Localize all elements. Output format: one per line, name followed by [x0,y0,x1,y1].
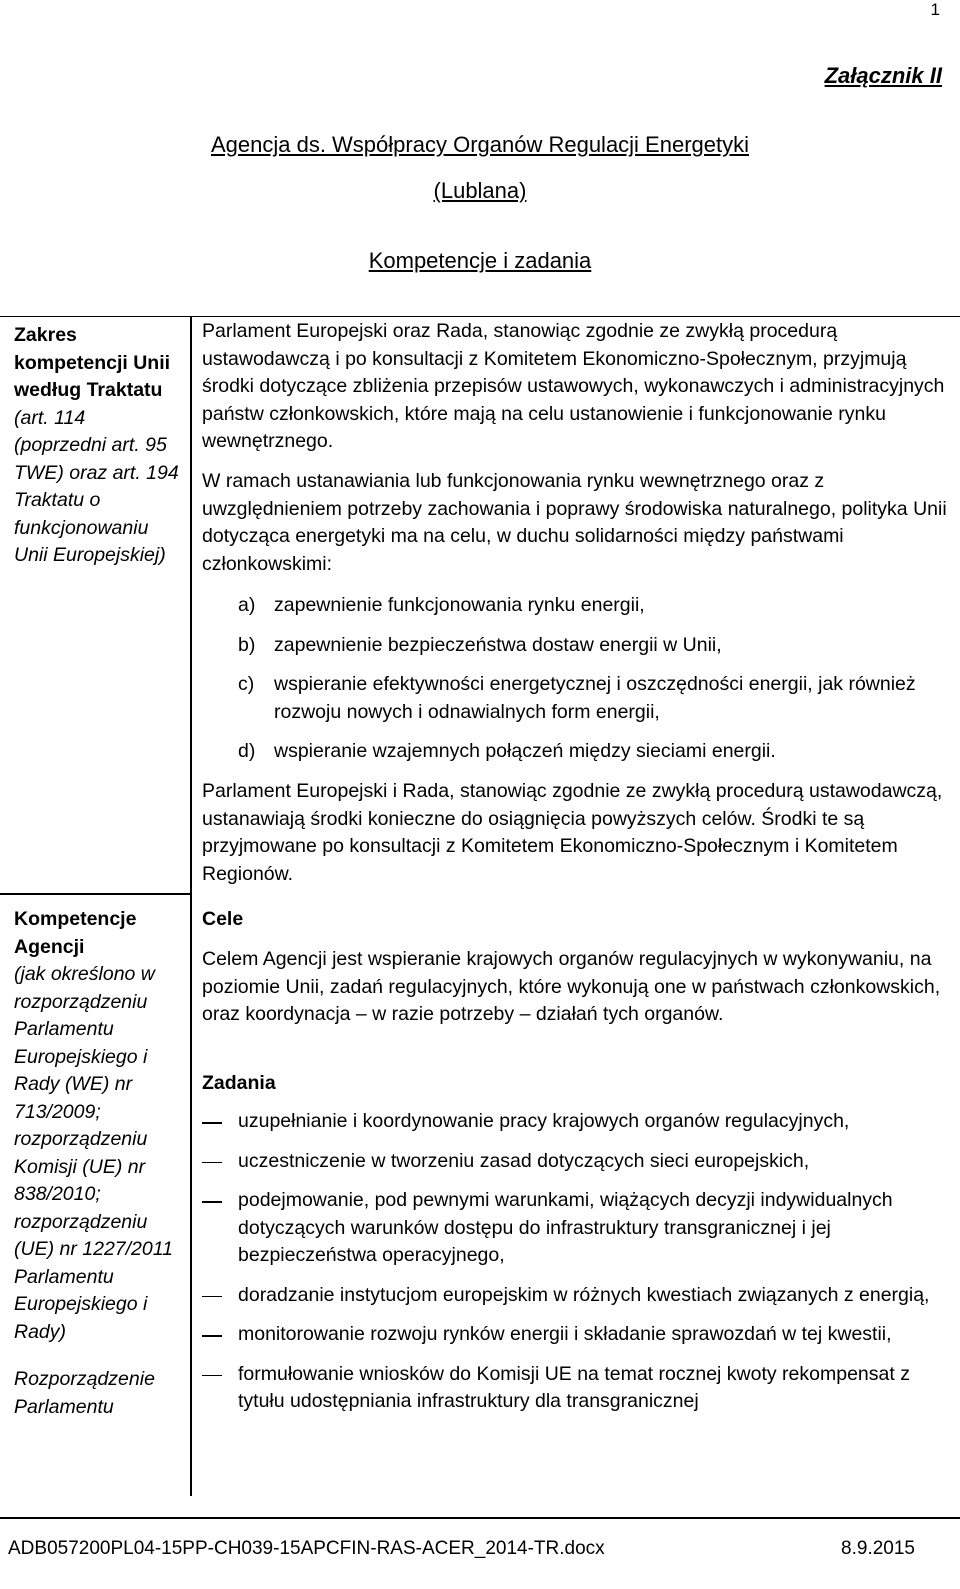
task-text: podejmowanie, pod pewnymi warunkami, wiążących decyzji indywidualnych dotyczących warunków dostępu do infrastruktury transgranicznej i jej bezpieczeństwa operacyjnego, [238,1189,893,1266]
treaty-competence-cell [14,322,182,570]
section-title: Kompetencje i zadania [368,248,592,273]
dash-bullet [202,1361,238,1416]
task-text: doradzanie instytucjom europejskim w różnych kwestiach związanych z energią, [238,1283,930,1306]
tasks-list [202,1108,947,1428]
task-item [202,1108,947,1136]
task-item [202,1187,947,1270]
list-item [202,592,947,620]
table-column-divider [190,316,192,1496]
dash-bullet [202,1108,238,1136]
document-id: ADB057200PL04-15PP-CH039-15APCFIN-RAS-ACER_2014-TR.docx [8,1538,605,1559]
list-item-label: c) [238,673,255,695]
footer-divider [0,1517,960,1519]
objectives-paragraph: Celem Agencji jest wspieranie krajowych organów regulacyjnych w wykonywaniu, na poziomie Unii, zadań regulacyjnych, które wykonują one w państwach członkowskich, oraz koordynacja – w razie potrzeby – działań tych organów. [202,948,941,1025]
list-item [202,632,947,660]
list-item-label: b) [238,633,256,656]
task-text: formułowanie wniosków do Komisji UE na temat rocznej kwoty rekompensat z tytułu udostępniania infrastruktury dla transgranicznej [238,1362,910,1412]
task-item [202,1321,947,1349]
list-item-text: zapewnienie bezpieczeństwa dostaw energii w Unii, [274,633,722,656]
agency-title: Agencja ds. Współpracy Organów Regulacji Energetyki [210,132,750,157]
treaty-paragraph-1: Parlament Europejski oraz Rada, stanowiąc zgodnie ze zwykłą procedurą ustawodawczą i po konsultacji z Komitetem Ekonomiczno-Społecznym, przyjmują środki dotyczące zbliżenia przepisów ustawowych, wykonawczych i administracyjnych państw członkowskich, które mają na celu ustanowienie i funkcjonowanie rynku wewnętrznego. [202,320,945,452]
regulation-reference: Rozporządzenie Parlamentu [14,1368,155,1418]
dash-bullet [202,1321,238,1349]
treaty-paragraph-2: W ramach ustanawiania lub funkcjonowania rynku wewnętrznego oraz z uwzględnieniem potrzeby zachowania i poprawy środowiska naturalnego, polityka Unii dotycząca energetyki ma na celu, w duchu solidarności między państwami członkowskimi: [202,470,947,575]
page-number: 1 [930,0,940,19]
agency-competence-cell [14,906,182,1421]
agency-competence-heading: Kompetencje Agencji [14,908,137,958]
task-item [202,1361,947,1416]
dash-bullet [202,1148,238,1176]
task-text: uczestniczenie w tworzeniu zasad dotyczących sieci europejskich, [238,1149,810,1172]
list-item-text: zapewnienie funkcjonowania rynku energii, [274,594,645,616]
task-text: uzupełnianie i koordynowanie pracy krajowych organów regulacyjnych, [238,1110,850,1132]
objectives-heading: Cele [202,908,244,930]
agency-location: (Lublana) [433,178,527,203]
dash-bullet [202,1282,238,1310]
dash-bullet [202,1187,238,1270]
list-item [202,738,947,766]
tasks-heading: Zadania [202,1072,276,1094]
treaty-competence-reference: (art. 114 (poprzedni art. 95 TWE) oraz art. 194 Traktatu o funkcjonowaniu Unii Europejskiej) [14,406,179,566]
task-item [202,1282,947,1310]
task-item [202,1148,947,1176]
task-text: monitorowanie rozwoju rynków energii i składanie sprawozdań w tej kwestii, [238,1323,892,1345]
treaty-paragraph-3: Parlament Europejski i Rada, stanowiąc zgodnie ze zwykłą procedurą ustawodawczą, ustanawiają środki konieczne do osiągnięcia powyższych celów. Środki te są przyjmowane po konsultacji z Komitetem Ekonomiczno-Społecznym i Komitetem Regionów. [202,780,943,885]
list-item-text: wspieranie wzajemnych połączeń między sieciami energii. [274,740,776,762]
list-item-text: wspieranie efektywności energetycznej i oszczędności energii, jak również rozwoju nowych i odnawialnych form energii, [274,673,916,723]
document-date: 8.9.2015 [841,1538,915,1559]
table-row-divider [0,893,191,895]
energy-policy-objectives-list [202,592,947,778]
list-item-label: a) [238,594,256,616]
annex-label: Załącznik II [824,63,942,88]
list-item [202,671,947,726]
agency-competence-reference: (jak określono w rozporządzeniu Parlamentu Europejskiego i Rady (WE) nr 713/2009; rozporządzeniu Komisji (UE) nr 838/2010; rozporządzeniu (UE) nr 1227/2011 Parlamentu Europejskiego i Rady) [14,963,173,1343]
treaty-competence-heading: Zakres kompetencji Unii według Traktatu [14,324,171,401]
list-item-label: d) [238,740,256,762]
